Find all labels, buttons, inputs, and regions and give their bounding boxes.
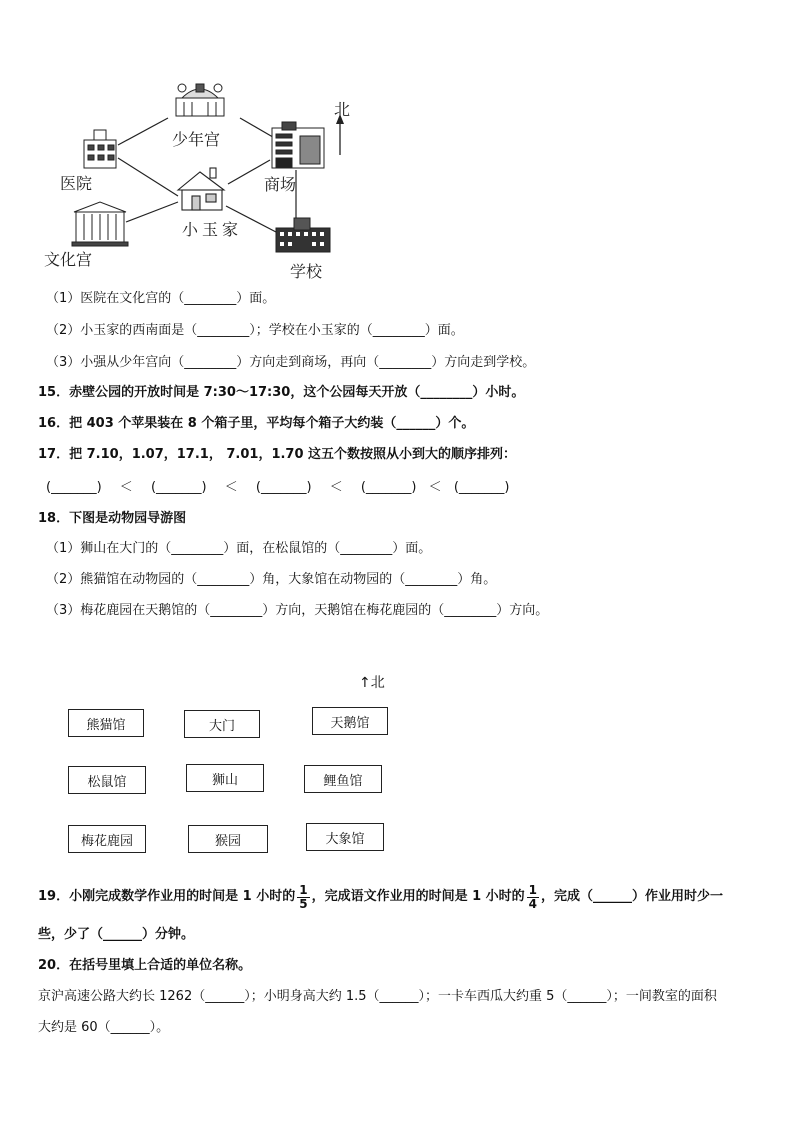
- zoo-elephant-hall: 大象馆: [306, 823, 384, 851]
- q19-text-3: ，完成（______）作业用时少一: [541, 889, 724, 904]
- less-than-4: ＜: [428, 480, 442, 495]
- house-icon: [178, 168, 224, 210]
- culture-hall-icon: [72, 202, 128, 246]
- q17-blank-1: (_______): [46, 480, 102, 495]
- fraction-denominator: 5: [299, 896, 308, 911]
- road-culture-home: [126, 202, 178, 222]
- road-hospital-home: [118, 158, 178, 196]
- hospital-building-icon: [84, 130, 116, 168]
- less-than-3: ＜: [329, 480, 343, 495]
- place-label-hospital: 医院: [60, 174, 93, 193]
- fraction-numerator: 1: [528, 882, 538, 897]
- road-hospital-palace: [118, 118, 168, 145]
- question-16: 16．把 403 个苹果装在 8 个箱子里，平均每个箱子大约装（______）个。: [38, 416, 475, 431]
- question-17-stem: 17．把 7.10，1.07，17.1， 7.01，1.70 这五个数按照从小到大的顺序排列：: [38, 447, 517, 462]
- zoo-north-label: ↑北: [359, 675, 385, 691]
- question-19-line1: [38, 880, 723, 914]
- palace-building-icon: [176, 84, 224, 116]
- fraction-one-fifth: [297, 884, 309, 911]
- q18-part1: （1）狮山在大门的（________）面，在松鼠馆的（________）面。: [46, 541, 432, 556]
- school-building-icon: [276, 218, 330, 252]
- q19-text-1: 19．小刚完成数学作业用的时间是 1 小时的: [38, 889, 296, 904]
- place-label-culture-hall: 文化宫: [44, 250, 93, 269]
- question-20-stem: 20．在括号里填上合适的单位名称。: [38, 958, 252, 973]
- q14-part1: （1）医院在文化宫的（________）面。: [46, 291, 276, 306]
- zoo-panda-hall: 熊猫馆: [68, 709, 144, 737]
- less-than-2: ＜: [224, 480, 238, 495]
- q17-blank-5: (_______): [453, 480, 510, 495]
- q17-answer-row: [46, 479, 509, 497]
- q14-part3: （3）小强从少年宫向（________）方向走到商场，再向（________）方向走到学校。: [46, 355, 536, 370]
- mall-building-icon: [272, 122, 324, 168]
- zoo-swan-hall: 天鹅馆: [312, 707, 388, 735]
- place-label-school: 学校: [290, 262, 323, 281]
- q20-line2: 大约是 60（______）。: [38, 1020, 170, 1035]
- q14-part2: （2）小玉家的西南面是（________）；学校在小玉家的（________）面。: [46, 323, 464, 338]
- question-18-stem: 18．下图是动物园导游图: [38, 511, 187, 526]
- question-19-line2: 些，少了（______）分钟。: [38, 927, 195, 942]
- map-diagram: [0, 0, 794, 290]
- q18-part2: （2）熊猫馆在动物园的（________）角，大象馆在动物园的（________）角。: [46, 572, 497, 587]
- fraction-numerator: 1: [299, 882, 308, 897]
- zoo-carp-hall: 鲤鱼馆: [304, 765, 382, 793]
- zoo-squirrel-hall: 松鼠馆: [68, 766, 146, 794]
- q17-blank-2: (_______): [150, 480, 207, 495]
- question-15: 15．赤壁公园的开放时间是 7:30～17:30，这个公园每天开放（________）小时。: [38, 385, 525, 400]
- fraction-one-quarter: [527, 884, 539, 911]
- less-than-1: ＜: [119, 480, 133, 495]
- q19-text-2: ，完成语文作业用的时间是 1 小时的: [311, 889, 525, 904]
- zoo-lion-hill: 狮山: [186, 764, 264, 792]
- fraction-denominator: 4: [528, 896, 538, 911]
- place-label-mall: 商场: [264, 175, 297, 194]
- q20-line1: 京沪高速公路大约长 1262（______）；小明身高大约 1.5（______）；一卡车西瓜大约重 5（______）；一间教室的面积: [38, 989, 717, 1004]
- zoo-monkey-garden: 猴园: [188, 825, 268, 853]
- map-north-label: 北: [334, 100, 351, 119]
- place-label-palace: 少年宫: [172, 130, 221, 149]
- zoo-deer-garden: 梅花鹿园: [68, 825, 146, 853]
- q18-part3: （3）梅花鹿园在天鹅馆的（________）方向，天鹅馆在梅花鹿园的（________）方向。: [46, 603, 549, 618]
- q17-blank-3: (_______): [255, 480, 312, 495]
- place-label-home: 小玉家: [182, 220, 243, 239]
- zoo-main-gate: 大门: [184, 710, 260, 738]
- q17-blank-4: (_______): [360, 480, 417, 495]
- north-arrow-icon: [336, 114, 344, 155]
